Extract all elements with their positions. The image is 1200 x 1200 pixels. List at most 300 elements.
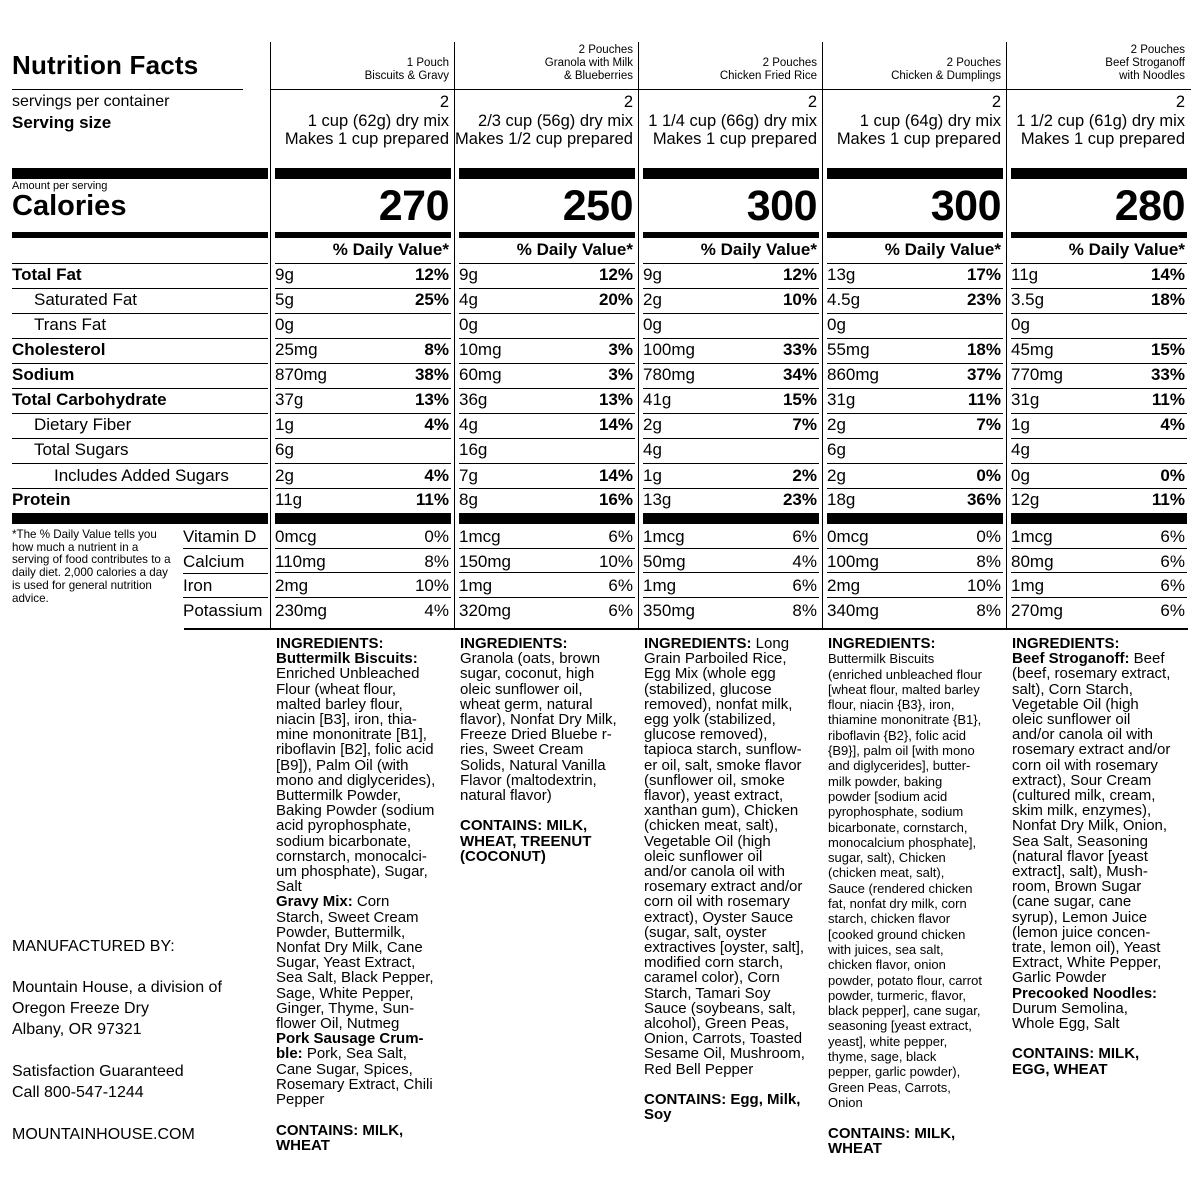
- row-rule: [1011, 313, 1187, 314]
- prepared-amount: Makes 1 cup prepared: [1020, 130, 1185, 148]
- vitamin-amount: 320mg: [459, 601, 511, 620]
- vitamin-cell-calcium: [1011, 552, 1185, 574]
- row-rule: [827, 572, 1003, 573]
- row-rule: [12, 388, 268, 389]
- row-rule: [827, 313, 1003, 314]
- vitamin-amount: 1mg: [459, 576, 493, 595]
- vitamin-cell-potassium: [827, 601, 1001, 623]
- row-rule: [275, 597, 451, 598]
- row-rule: [275, 288, 451, 289]
- nutrient-amount: 2g: [827, 466, 846, 485]
- nutrient-percent: 37%: [966, 365, 1001, 384]
- ingredients-section-head: Pork Sausage Crum- ble:: [276, 1030, 424, 1063]
- vitamin-cell-vitd: [459, 527, 633, 549]
- nutrient-cell-total-carb: [459, 390, 633, 412]
- nutrient-amount: 860mg: [827, 365, 879, 384]
- prepared-amount: Makes 1 cup prepared: [652, 130, 817, 148]
- ingredients-text: Granola (oats, brown sugar, coconut, high oleic sunflower oil, wheat germ, natural flavor), Nonfat Dry Milk, Freeze Dried Bluebe r- ries, Sweet Cream Solids, Natural Vanilla Flavor (maltodextrin, natural flavor): [460, 650, 617, 805]
- row-rule: [459, 438, 635, 439]
- row-rule: [1011, 572, 1187, 573]
- row-rule: [643, 463, 819, 464]
- nutrient-amount: 6g: [827, 440, 846, 459]
- manufacturer-address: Albany, OR 97321: [12, 1021, 142, 1038]
- nutrient-cell-sodium: [459, 365, 633, 387]
- nutrient-amount: 8g: [459, 490, 478, 509]
- nutrient-percent: 34%: [782, 365, 817, 384]
- row-rule: [643, 313, 819, 314]
- servings-count: 2: [991, 93, 1001, 111]
- nutrient-cell-fiber: [1011, 415, 1185, 437]
- row-rule: [643, 363, 819, 364]
- header-rule: [271, 89, 455, 90]
- product-name: [720, 57, 817, 83]
- row-rule: [1011, 488, 1187, 489]
- row-rule: [1011, 288, 1187, 289]
- ingredients-chicken-fried-rice: [644, 636, 822, 1123]
- row-rule: [12, 463, 268, 464]
- serving-info: [837, 93, 1001, 149]
- nutrient-percent: 25%: [414, 290, 449, 309]
- vitamin-amount: 150mg: [459, 552, 511, 571]
- row-rule: [12, 338, 268, 339]
- row-rule: [459, 363, 635, 364]
- row-rule: [1011, 388, 1187, 389]
- row-rule: [459, 388, 635, 389]
- nutrient-percent: 18%: [1150, 290, 1185, 309]
- product-title-line2: with Noodles: [1119, 70, 1185, 82]
- serving-size: 2/3 cup (56g) dry mix: [478, 111, 633, 130]
- nutrient-amount: 45mg: [1011, 340, 1054, 359]
- nutrient-amount: 36g: [459, 390, 488, 409]
- servings-count: 2: [623, 93, 633, 111]
- allergen-contains: CONTAINS: MILK, WHEAT: [828, 1124, 956, 1157]
- vitamin-amount: 80mg: [1011, 552, 1054, 571]
- nutrient-cell-added-sugars: [459, 466, 633, 488]
- label-calcium: Calcium: [183, 552, 245, 571]
- ingredients-heading: INGREDIENTS:: [276, 635, 384, 652]
- nutrient-amount: 37g: [275, 390, 304, 409]
- thick-rule: [1011, 168, 1187, 179]
- row-rule: [1011, 338, 1187, 339]
- vitamin-percent: 6%: [792, 527, 817, 546]
- thick-rule: [12, 513, 268, 524]
- row-rule: [827, 413, 1003, 414]
- servings-count: 2: [807, 93, 817, 111]
- row-rule: [183, 597, 268, 598]
- vitamin-percent: 10%: [966, 576, 1001, 595]
- serving-size-label: Serving size: [12, 113, 112, 132]
- nutrient-amount: 4g: [1011, 440, 1030, 459]
- ingredients-section-head: Gravy Mix:: [276, 893, 353, 911]
- nutrient-cell-trans-fat: [643, 315, 817, 337]
- nutrient-amount: 2g: [643, 415, 662, 434]
- serving-info: [455, 93, 633, 149]
- row-rule: [459, 263, 635, 264]
- thick-rule: [12, 168, 268, 179]
- vitamin-percent: 8%: [976, 552, 1001, 571]
- vitamin-percent: 8%: [424, 552, 449, 571]
- row-rule: [183, 573, 268, 574]
- nutrient-amount: 31g: [1011, 390, 1040, 409]
- nutrient-amount: 9g: [275, 265, 294, 284]
- row-rule: [275, 488, 451, 489]
- nutrient-cell-cholesterol: [827, 340, 1001, 362]
- nutrient-amount: 0g: [459, 315, 478, 334]
- ingredients-section-text: Durum Semolina, Whole Egg, Salt: [1012, 999, 1128, 1033]
- nutrient-amount: 16g: [459, 440, 488, 459]
- thick-rule: [1011, 513, 1187, 524]
- vitamin-amount: 1mcg: [1011, 527, 1053, 546]
- satisfaction-guarantee: Satisfaction Guaranteed: [12, 1063, 184, 1080]
- product-column: [823, 42, 1007, 628]
- nutrient-cell-protein: [1011, 490, 1185, 512]
- product-column: [455, 42, 639, 628]
- row-rule: [827, 388, 1003, 389]
- nutrient-cell-trans-fat: [827, 315, 1001, 337]
- nutrient-cell-total-fat: [459, 265, 633, 287]
- nutrient-percent: 14%: [1150, 265, 1185, 284]
- nutrient-cell-added-sugars: [275, 466, 449, 488]
- vitamin-cell-vitd: [827, 527, 1001, 549]
- row-rule: [1011, 548, 1187, 549]
- thick-rule: [827, 168, 1003, 179]
- ingredients-section-text: Corn Starch, Sweet Cream Powder, Buttermilk, Nonfat Dry Milk, Cane Sugar, Yeast Extract, Sea Salt, Black Pepper, Sage, White Pepper, Ginger, Thyme, Sun- flower Oil, Nutmeg: [276, 893, 434, 1033]
- row-rule: [643, 572, 819, 573]
- nutrient-cell-trans-fat: [1011, 315, 1185, 337]
- daily-value-header: % Daily Value*: [332, 240, 449, 259]
- nutrient-cell-fiber: [643, 415, 817, 437]
- vitamin-percent: 8%: [792, 601, 817, 620]
- manufacturer-line: Mountain House, a division of: [12, 979, 222, 996]
- row-rule: [459, 463, 635, 464]
- nutrient-cell-sodium: [643, 365, 817, 387]
- vitamin-percent: 6%: [1160, 601, 1185, 620]
- row-rule: [12, 288, 268, 289]
- label-iron: Iron: [183, 576, 213, 595]
- ingredients-chicken-dumplings: [828, 636, 1006, 1156]
- product-column: [1007, 42, 1191, 628]
- vitamin-percent: 6%: [608, 576, 633, 595]
- phone-number: Call 800-547-1244: [12, 1084, 144, 1101]
- vitamin-cell-vitd: [1011, 527, 1185, 549]
- vitamin-percent: 6%: [1160, 552, 1185, 571]
- vitamin-amount: 1mcg: [643, 527, 685, 546]
- nutrient-cell-sugars: [459, 440, 633, 462]
- amount-per-serving-label: Amount per serving: [12, 180, 108, 192]
- nutrient-percent: 11%: [967, 390, 1001, 409]
- serving-size: 1 cup (64g) dry mix: [859, 111, 1001, 130]
- nutrition-facts-title: Nutrition Facts: [12, 50, 199, 80]
- allergen-contains: CONTAINS: MILK, WHEAT, TREENUT (COCONUT): [460, 817, 592, 865]
- nutrient-amount: 780mg: [643, 365, 695, 384]
- row-rule: [275, 338, 451, 339]
- nutrient-cell-sodium: [827, 365, 1001, 387]
- row-rule: [643, 263, 819, 264]
- ingredients-section-text: Pork, Sea Salt, Cane Sugar, Spices, Rosemary Extract, Chili Pepper: [276, 1045, 433, 1109]
- vitamin-cell-iron: [275, 576, 449, 598]
- serving-size: 1 cup (62g) dry mix: [307, 111, 449, 130]
- ingredients-beef-stroganoff: [1012, 636, 1198, 1077]
- nutrient-percent: 12%: [598, 265, 633, 284]
- nutrient-cell-added-sugars: [1011, 466, 1185, 488]
- product-title: Chicken Fried Rice: [719, 70, 817, 82]
- row-rule: [12, 263, 268, 264]
- nutrient-percent: 11%: [415, 490, 449, 509]
- label-sodium: Sodium: [12, 365, 75, 384]
- row-rule: [827, 288, 1003, 289]
- row-rule: [275, 438, 451, 439]
- nutrient-amount: 41g: [643, 390, 672, 409]
- nutrient-cell-cholesterol: [459, 340, 633, 362]
- nutrient-percent: 4%: [424, 415, 449, 434]
- row-rule: [459, 313, 635, 314]
- nutrient-cell-sat-fat: [459, 290, 633, 312]
- product-title: Granola with Milk: [544, 57, 633, 69]
- thick-rule: [459, 168, 635, 179]
- row-rule: [275, 572, 451, 573]
- ingredients-biscuits-gravy: [276, 636, 454, 1153]
- row-rule: [827, 363, 1003, 364]
- nutrient-percent: 14%: [598, 415, 633, 434]
- nutrient-cell-sat-fat: [827, 290, 1001, 312]
- calories-label: Calories: [12, 190, 127, 222]
- product-title: Chicken & Dumplings: [891, 70, 1001, 82]
- allergen-contains: CONTAINS: MILK, WHEAT: [276, 1121, 404, 1154]
- nutrient-cell-sodium: [275, 365, 449, 387]
- nutrient-percent: 3%: [608, 340, 633, 359]
- row-rule: [643, 338, 819, 339]
- vitamin-cell-vitd: [643, 527, 817, 549]
- nutrient-amount: 870mg: [275, 365, 327, 384]
- nutrient-amount: 2g: [643, 290, 662, 309]
- row-rule: [12, 313, 268, 314]
- ingredients-heading: INGREDIENTS:: [460, 635, 568, 652]
- vitamin-percent: 4%: [792, 552, 817, 571]
- serving-info: [1016, 93, 1185, 149]
- nutrient-amount: 12g: [1011, 490, 1040, 509]
- ingredients-section-head: Precooked Noodles:: [1012, 984, 1158, 1002]
- serving-info: [648, 93, 817, 149]
- vitamin-percent: 10%: [414, 576, 449, 595]
- product-name: [545, 44, 633, 83]
- label-total-sugars: Total Sugars: [34, 440, 129, 459]
- nutrient-cell-trans-fat: [275, 315, 449, 337]
- vitamin-cell-iron: [827, 576, 1001, 598]
- vitamin-cell-potassium: [459, 601, 633, 623]
- nutrient-cell-total-fat: [275, 265, 449, 287]
- website-link[interactable]: MOUNTAINHOUSE.COM: [12, 1126, 195, 1143]
- header-rule: [1007, 89, 1191, 90]
- vitamin-cell-calcium: [459, 552, 633, 574]
- nutrient-amount: 31g: [827, 390, 856, 409]
- ingredients-heading: INGREDIENTS:: [1012, 635, 1120, 652]
- nutrient-cell-total-carb: [827, 390, 1001, 412]
- manufacturer-line: Oregon Freeze Dry: [12, 1000, 149, 1017]
- pouch-count: 2 Pouches: [1130, 44, 1185, 56]
- nutrient-amount: 25mg: [275, 340, 318, 359]
- product-name: [365, 57, 449, 83]
- row-rule: [827, 597, 1003, 598]
- serving-info: [285, 93, 449, 149]
- label-cholesterol: Cholesterol: [12, 340, 106, 359]
- nutrient-amount: 0g: [275, 315, 294, 334]
- vitamin-percent: 6%: [1160, 527, 1185, 546]
- label-potassium: Potassium: [183, 601, 263, 620]
- row-rule: [643, 597, 819, 598]
- nutrient-cell-added-sugars: [827, 466, 1001, 488]
- nutrient-cell-fiber: [275, 415, 449, 437]
- thick-rule: [643, 168, 819, 179]
- calories-value: 300: [930, 182, 1001, 230]
- thick-rule: [275, 168, 451, 179]
- ingredients-text: Buttermilk Biscuits (enriched unbleached flour [wheat flour, malted barley flour, niacin {B3}, iron, thiamine mononitrate {B1}, riboflavin {B2}, folic acid {B9}], palm oil [with mono and diglycerides], butter- milk powder, baking powder [sodium acid pyrophosphate, sodium bicarbonate, cornstarch, monocalcium phosphate], sugar, salt), Chicken (chicken meat, salt), Sauce (rendered chicken fat, nonfat dry milk, corn starch, chicken flavor [cooked ground chicken with juices, sea salt, chicken flavor, onion powder, potato flour, carrot powder, turmeric, flavor, black pepper], cane sugar, seasoning [yeast extract, yeast], white pepper, thyme, sage, black pepper, garlic powder), Green Peas, Carrots, Onion: [828, 651, 982, 1110]
- nutrient-percent: 36%: [966, 490, 1001, 509]
- product-title-line2: & Blueberries: [563, 70, 633, 82]
- nutrient-cell-sat-fat: [1011, 290, 1185, 312]
- row-rule: [275, 548, 451, 549]
- servings-count: 2: [1175, 93, 1185, 111]
- nutrient-cell-sugars: [827, 440, 1001, 462]
- nutrient-cell-protein: [827, 490, 1001, 512]
- row-rule: [12, 438, 268, 439]
- nutrient-amount: 7g: [459, 466, 478, 485]
- nutrient-amount: 4.5g: [827, 290, 861, 309]
- vitamin-amount: 1mg: [643, 576, 677, 595]
- title-rule: [12, 89, 243, 90]
- nutrient-cell-total-carb: [643, 390, 817, 412]
- nutrient-amount: 1g: [1011, 415, 1030, 434]
- row-rule: [1011, 438, 1187, 439]
- calories-value: 280: [1114, 182, 1185, 230]
- nutrient-cell-added-sugars: [643, 466, 817, 488]
- ingredients-section-text: Beef (beef, rosemary extract, salt), Corn Starch, Vegetable Oil (high oleic sunflower oil and/or canola oil with rosemary extract and/or corn oil with rosemary extract), Sour Cream (cultured milk, cream, skim milk, enzymes), Nonfat Dry Milk, Onion, Sea Salt, Seasoning (natural flavor [yeast extract], salt), Mush- room, Brown Sugar (cane sugar, cane syrup), Lemon Juice (lemon juice concen- trate, lemon oil), Yeast Extract, White Pepper, Garlic Powder: [1012, 650, 1171, 987]
- daily-value-header: % Daily Value*: [1068, 240, 1185, 259]
- label-total-carbohydrate: Total Carbohydrate: [12, 390, 167, 409]
- row-rule: [643, 438, 819, 439]
- label-saturated-fat: Saturated Fat: [34, 290, 138, 309]
- nutrient-percent: 14%: [598, 466, 633, 485]
- row-rule: [459, 488, 635, 489]
- thick-rule: [827, 513, 1003, 524]
- nutrient-amount: 5g: [275, 290, 294, 309]
- nutrient-percent: 8%: [424, 340, 449, 359]
- nutrient-amount: 10mg: [459, 340, 502, 359]
- nutrient-percent: 33%: [782, 340, 817, 359]
- nutrient-cell-protein: [275, 490, 449, 512]
- row-rule: [459, 548, 635, 549]
- row-rule: [275, 413, 451, 414]
- product-name: [1105, 44, 1185, 83]
- nutrient-amount: 6g: [275, 440, 294, 459]
- nutrient-cell-sodium: [1011, 365, 1185, 387]
- nutrient-percent: 16%: [598, 490, 633, 509]
- nutrient-percent: 3%: [608, 365, 633, 384]
- vitamin-cell-potassium: [275, 601, 449, 623]
- allergen-contains: CONTAINS: MILK, EGG, WHEAT: [1012, 1045, 1140, 1078]
- nutrient-percent: 11%: [1151, 490, 1185, 509]
- product-name: [891, 57, 1001, 83]
- vitamin-percent: 6%: [1160, 576, 1185, 595]
- nutrient-cell-cholesterol: [1011, 340, 1185, 362]
- nutrient-percent: 7%: [792, 415, 817, 434]
- pouch-count: 2 Pouches: [578, 44, 633, 56]
- nutrient-amount: 0g: [643, 315, 662, 334]
- row-rule: [827, 488, 1003, 489]
- nutrient-percent: 0%: [1160, 466, 1185, 485]
- row-rule: [1011, 363, 1187, 364]
- row-rule: [275, 313, 451, 314]
- servings-count: 2: [439, 93, 449, 111]
- row-rule: [643, 388, 819, 389]
- vitamin-amount: 350mg: [643, 601, 695, 620]
- row-rule: [275, 363, 451, 364]
- nutrient-percent: 15%: [782, 390, 817, 409]
- nutrient-cell-total-carb: [275, 390, 449, 412]
- pouch-count: 2 Pouches: [946, 57, 1001, 69]
- nutrient-amount: 9g: [643, 265, 662, 284]
- row-rule: [1011, 597, 1187, 598]
- label-protein: Protein: [12, 490, 71, 509]
- ingredients-section-head: Beef Stroganoff:: [1012, 650, 1130, 668]
- vitamin-amount: 100mg: [827, 552, 879, 571]
- medium-rule: [459, 232, 635, 238]
- daily-value-header: % Daily Value*: [700, 240, 817, 259]
- nutrient-percent: 38%: [414, 365, 449, 384]
- nutrient-amount: 770mg: [1011, 365, 1063, 384]
- row-rule: [1011, 413, 1187, 414]
- row-rule: [1011, 263, 1187, 264]
- product-column: [639, 42, 823, 628]
- nutrient-amount: 0g: [827, 315, 846, 334]
- nutrient-cell-cholesterol: [643, 340, 817, 362]
- nutrient-cell-sat-fat: [643, 290, 817, 312]
- thick-rule: [459, 513, 635, 524]
- pouch-count: 1 Pouch: [406, 57, 449, 69]
- nutrient-cell-sugars: [275, 440, 449, 462]
- nutrient-amount: 13g: [827, 265, 856, 284]
- nutrient-percent: 11%: [1151, 390, 1185, 409]
- nutrient-amount: 3.5g: [1011, 290, 1045, 309]
- nutrient-amount: 1g: [643, 466, 662, 485]
- thick-rule: [275, 513, 451, 524]
- header-rule: [639, 89, 823, 90]
- serving-size: 1 1/4 cup (66g) dry mix: [648, 111, 817, 130]
- label-vitamin-d: Vitamin D: [183, 527, 257, 546]
- pouch-count: 2 Pouches: [762, 57, 817, 69]
- vitamin-cell-iron: [1011, 576, 1185, 598]
- row-rule: [827, 263, 1003, 264]
- bottom-rule: [184, 628, 1188, 630]
- daily-value-header: % Daily Value*: [884, 240, 1001, 259]
- nutrient-cell-protein: [459, 490, 633, 512]
- ingredients-heading: INGREDIENTS:: [644, 635, 752, 652]
- ingredients-heading: INGREDIENTS:: [828, 635, 936, 652]
- row-rule: [459, 338, 635, 339]
- nutrient-cell-sat-fat: [275, 290, 449, 312]
- row-rule: [827, 438, 1003, 439]
- nutrient-amount: 11g: [275, 490, 303, 509]
- vitamin-percent: 0%: [424, 527, 449, 546]
- row-rule: [275, 263, 451, 264]
- vitamin-amount: 0mcg: [827, 527, 869, 546]
- nutrient-amount: 13g: [643, 490, 672, 509]
- row-rule: [12, 488, 268, 489]
- thick-rule: [643, 513, 819, 524]
- nutrient-amount: 0g: [1011, 466, 1030, 485]
- nutrient-percent: 23%: [966, 290, 1001, 309]
- vitamin-percent: 4%: [424, 601, 449, 620]
- nutrient-percent: 2%: [792, 466, 817, 485]
